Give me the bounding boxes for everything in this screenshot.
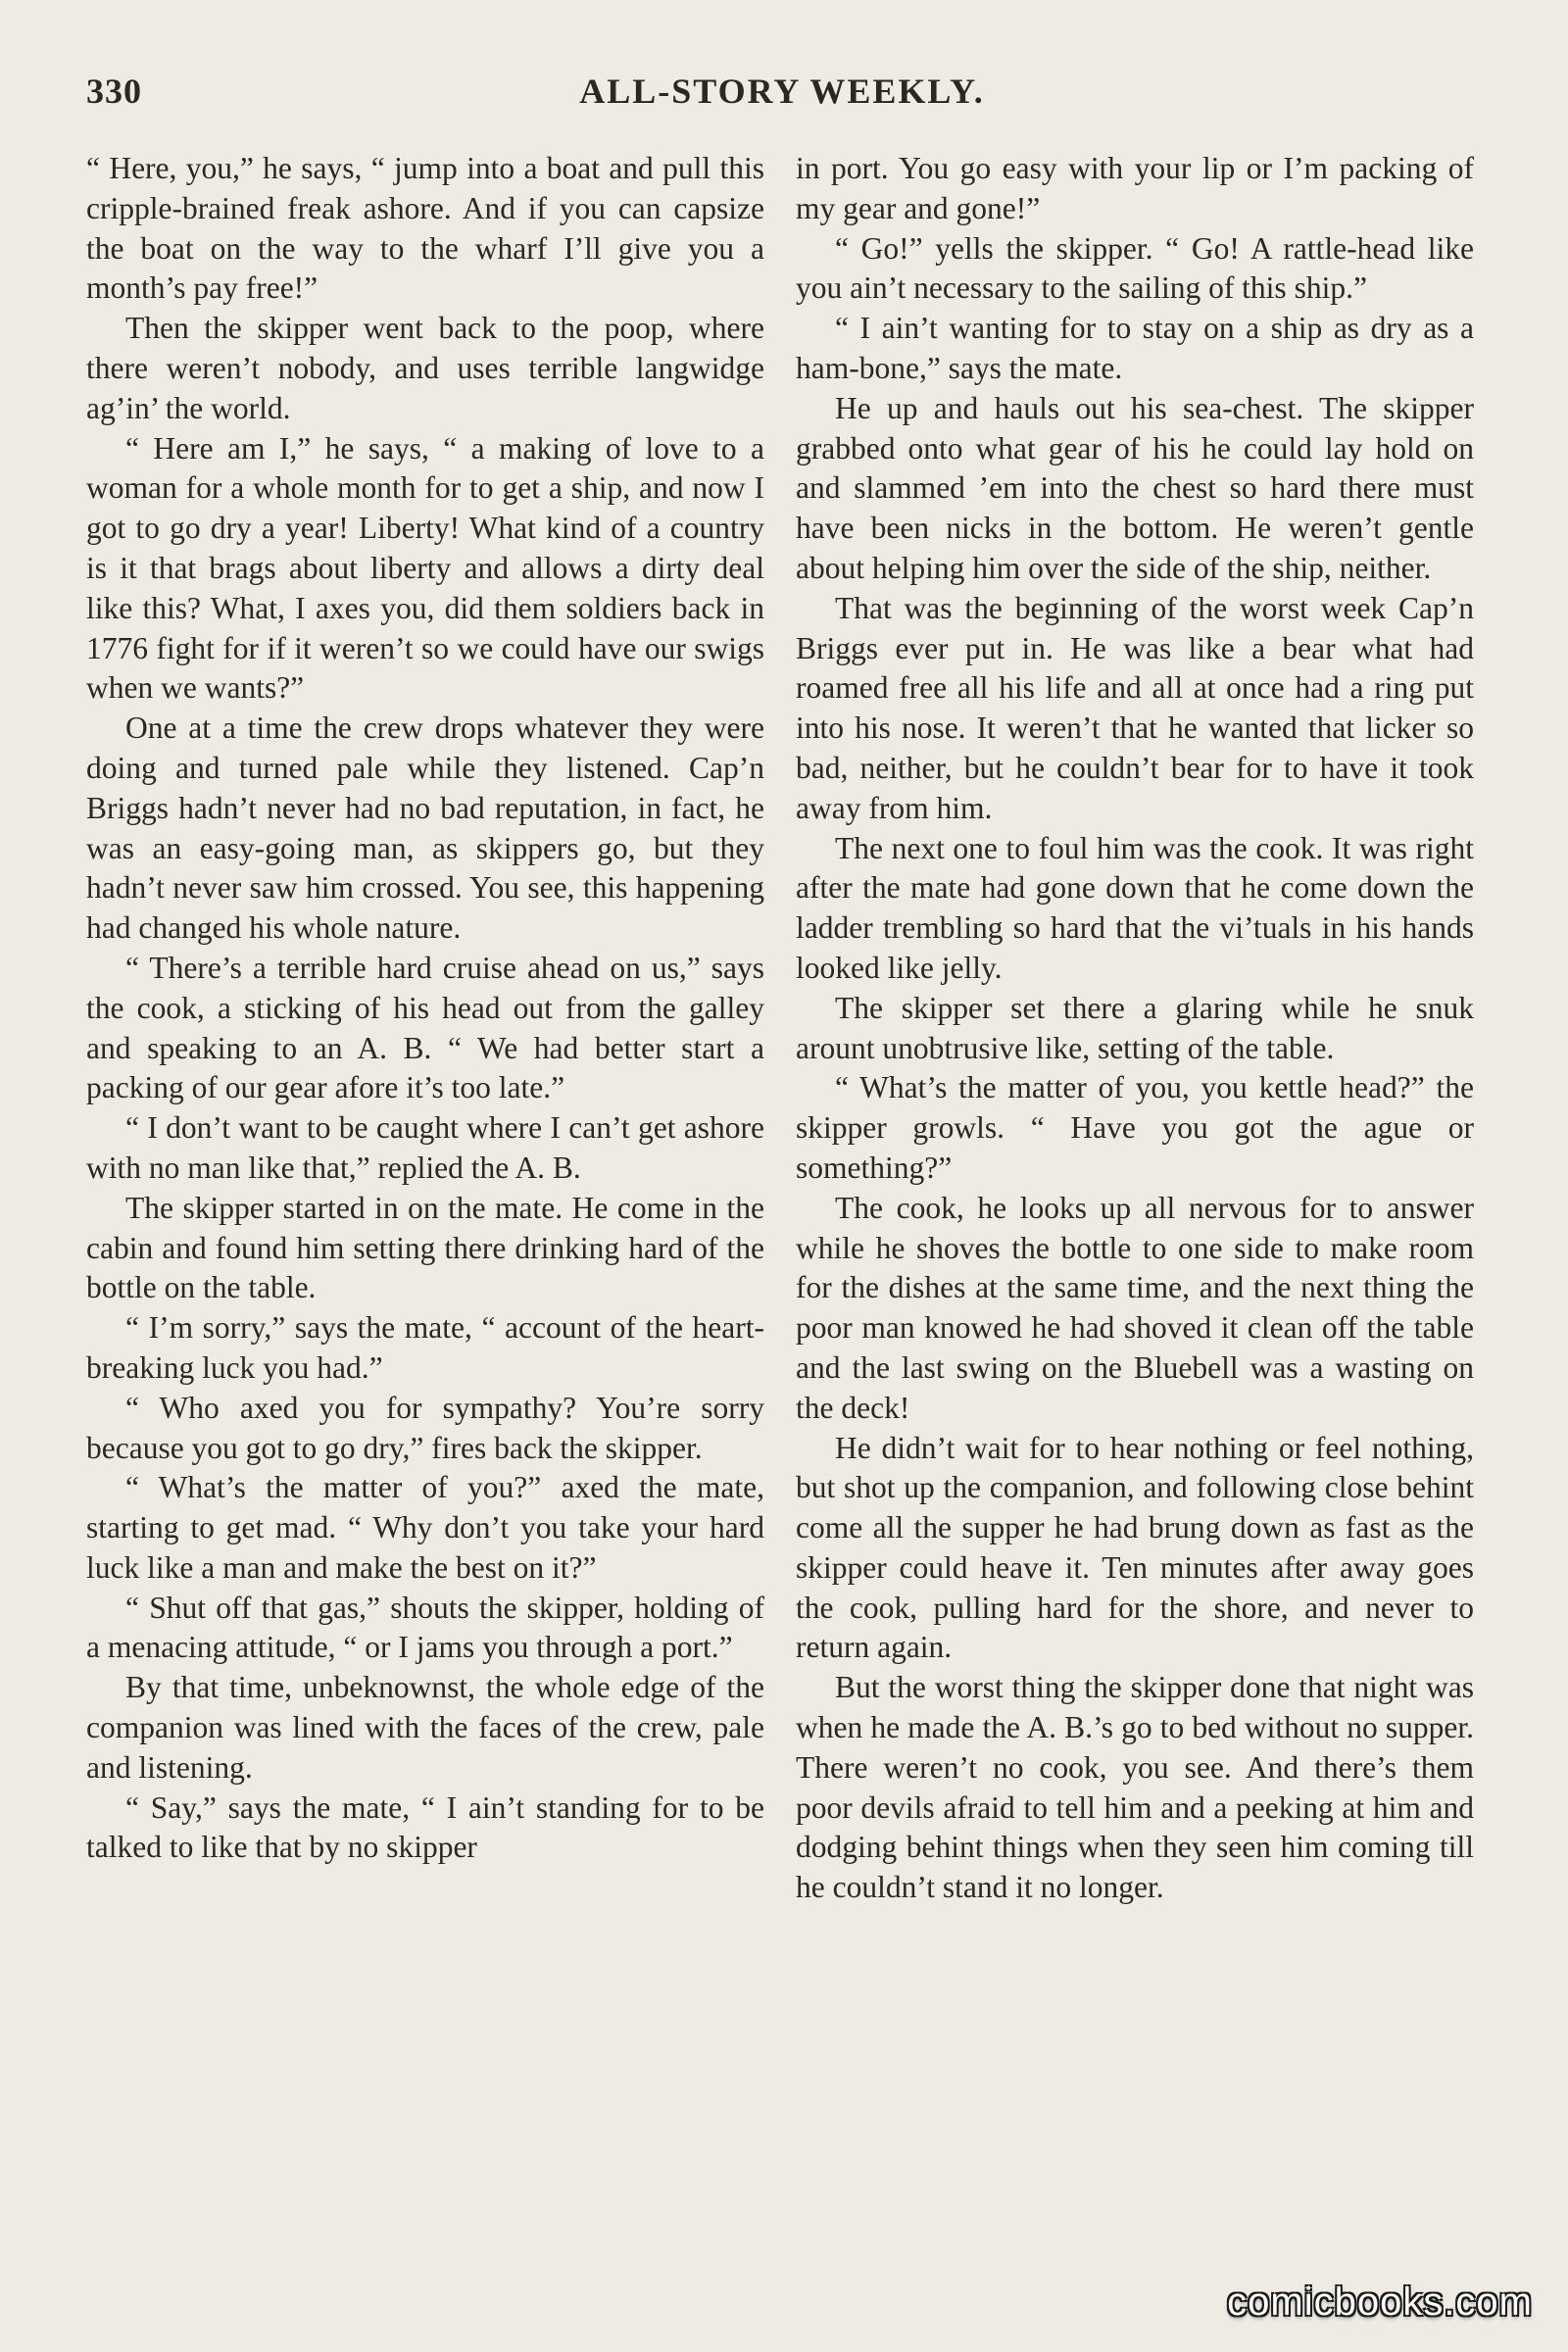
paragraph: “ Who axed you for sympathy? You’re sorry because you got to go dry,” fires back the skipper.	[86, 1390, 764, 1465]
paragraph: “ I don’t want to be caught where I can’t get ashore with no man like that,” replied the A. B.	[86, 1110, 764, 1185]
paragraph: “ Go!” yells the skipper. “ Go! A rattle-head like you ain’t necessary to the sailing of this ship.”	[796, 230, 1474, 306]
left-column	[86, 149, 764, 1868]
paragraph: But the worst thing the skipper done that night was when he made the A. B.’s go to bed without no supper. There weren’t no cook, you see. And there’s them poor devils afraid to tell him and a peeking at him and dodging behint things when they seen him coming till he couldn’t stand it no longer.	[796, 1670, 1474, 1905]
paragraph: That was the beginning of the worst week Cap’n Briggs ever put in. He was like a bear what had roamed free all his life and all at once had a ring put into his nose. It weren’t that he wanted that licker so bad, neither, but he couldn’t bear for to have it took away from him.	[796, 590, 1474, 825]
paragraph: “ Here, you,” he says, “ jump into a boat and pull this cripple-brained freak ashore. And if you can capsize the boat on the way to the wharf I’ll give you a month’s pay free!”	[86, 151, 764, 306]
paragraph: “ What’s the matter of you, you kettle head?” the skipper growls. “ Have you got the ague or something?”	[796, 1070, 1474, 1185]
paragraph: “ There’s a terrible hard cruise ahead on us,” says the cook, a sticking of his head out from the galley and speaking to an A. B. “ We had better start a packing of our gear afore it’s too late.”	[86, 950, 764, 1105]
paragraph: The cook, he looks up all nervous for to answer while he shoves the bottle to one side to make room for the dishes at the same time, and the next thing the poor man knowed he had shoved it clean off the table and the last swing on the Bluebell was a wasting on the deck!	[796, 1190, 1474, 1425]
page-number: 330	[86, 72, 142, 111]
paragraph: The skipper started in on the mate. He come in the cabin and found him setting there drinking hard of the bottle on the table.	[86, 1190, 764, 1305]
paragraph: One at a time the crew drops whatever they were doing and turned pale while they listened. Cap’n Briggs hadn’t never had no bad reputation, in fact, he was an easy-going man, as skippers go, but they hadn’t never saw him crossed. You see, this happening had changed his whole nature.	[86, 710, 764, 946]
paragraph: He up and hauls out his sea-chest. The skipper grabbed onto what gear of his he could lay hold on and slammed ’em into the chest so hard there must have been nicks in the bottom. He weren’t gentle about helping him over the side of the ship, neither.	[796, 390, 1474, 585]
paragraph: in port. You go easy with your lip or I’m packing of my gear and gone!”	[796, 151, 1474, 225]
right-column	[796, 149, 1474, 1908]
paragraph: The skipper set there a glaring while he snuk arount unobtrusive like, setting of the table.	[796, 990, 1474, 1065]
paragraph: He didn’t wait for to hear nothing or feel nothing, but shot up the companion, and following close behint come all the supper he had brung down as fast as the skipper could heave it. Ten minutes after away goes the cook, pulling hard for the shore, and never to return again.	[796, 1430, 1474, 1665]
watermark: comicbooks.com	[1227, 2280, 1533, 2324]
paragraph: “ I ain’t wanting for to stay on a ship as dry as a ham-bone,” says the mate.	[796, 311, 1474, 385]
paragraph: “ What’s the matter of you?” axed the mate, starting to get mad. “ Why don’t you take your hard luck like a man and make the best on it?”	[86, 1470, 764, 1585]
paragraph: Then the skipper went back to the poop, where there weren’t nobody, and uses terrible langwidge ag’in’ the world.	[86, 311, 764, 425]
paragraph: “ Here am I,” he says, “ a making of love to a woman for a whole month for to get a ship, and now I got to go dry a year! Liberty! What kind of a country is it that brags about liberty and allows a dirty deal like this? What, I axes you, did them soldiers back in 1776 fight for if it weren’t so we could have our swigs when we wants?”	[86, 430, 764, 706]
paragraph: “ I’m sorry,” says the mate, “ account of the heart-breaking luck you had.”	[86, 1310, 764, 1385]
running-head: ALL-STORY WEEKLY.	[579, 72, 985, 111]
paragraph: “ Shut off that gas,” shouts the skipper, holding of a menacing attitude, “ or I jams you through a port.”	[86, 1590, 764, 1665]
page-header	[86, 71, 1478, 120]
paragraph: The next one to foul him was the cook. It was right after the mate had gone down that he come down the ladder trembling so hard that the vi’tuals in his hands looked like jelly.	[796, 830, 1474, 985]
paragraph: By that time, unbeknownst, the whole edge of the companion was lined with the faces of the crew, pale and listening.	[86, 1670, 764, 1785]
paragraph: “ Say,” says the mate, “ I ain’t standing for to be talked to like that by no skipper	[86, 1789, 764, 1865]
